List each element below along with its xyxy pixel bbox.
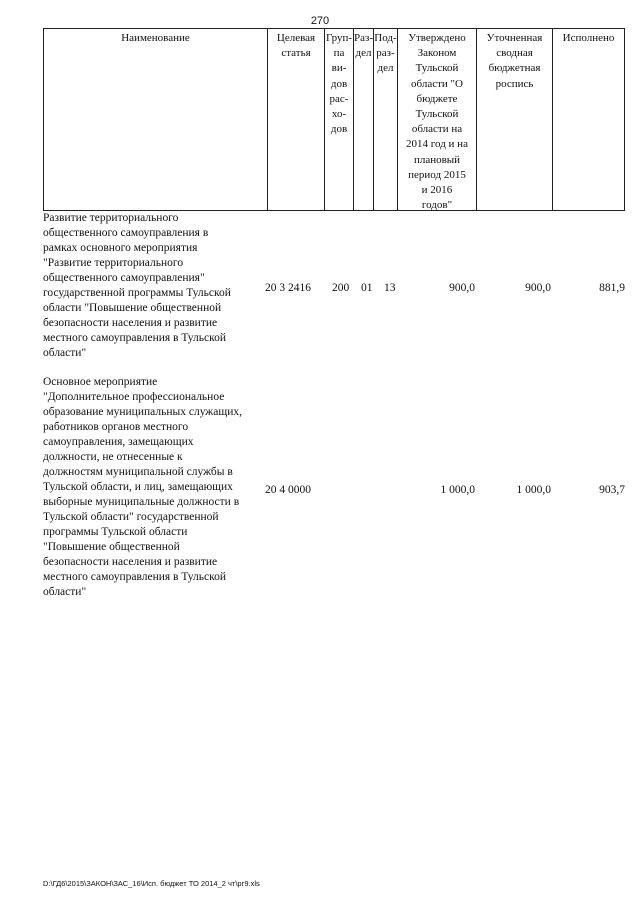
header-target-article: Целевая статья: [268, 29, 325, 210]
row-subsection: 13: [384, 282, 396, 294]
header-section: Раз- дел: [354, 29, 374, 210]
row-approved: 900,0: [449, 282, 475, 294]
header-approved: Утверждено Законом Тульской области "О бюджете Тульской области на 2014 год и на плановый период 2015 и 2016 годов": [398, 29, 477, 210]
row-refined: 1 000,0: [516, 484, 551, 496]
table-row: [43, 375, 625, 605]
budget-table: [43, 28, 625, 598]
row-target-article: 20 4 0000: [265, 484, 311, 496]
table-header: [43, 28, 625, 211]
row-approved: 1 000,0: [440, 484, 475, 496]
row-expense-group: 200: [332, 282, 350, 294]
file-path-footer: D:\ГД6\2015\ЗАКОН\ЗАС_16\Исп. бюджет ТО 2014_2 чт\рг9.xls: [43, 879, 260, 888]
row-section: 01: [361, 282, 373, 294]
page-number: 270: [310, 15, 330, 27]
header-name: Наименование: [43, 29, 268, 210]
header-subsection: Под- раз- дел: [374, 29, 398, 210]
header-executed: Исполнено: [553, 29, 625, 210]
row-name: Основное мероприятие "Дополнительное профессиональное образование муниципальных служащих, работников органов местного самоуправления, замещающих должности, не отнесенные к должностям муниципальной службы в Тульской области, и лиц, замещающих выборные муниципальные должности в Тульской области" государственной программы Тульской области "Повышение общественной безопасности населения и развитие местного самоуправления в Тульской области": [43, 376, 242, 598]
header-expense-group: Груп- па ви- дов рас- хо- дов: [325, 29, 354, 210]
row-executed: 881,9: [599, 282, 625, 294]
table-row: [43, 211, 625, 361]
row-refined: 900,0: [525, 282, 551, 294]
row-name: Развитие территориального общественного самоуправления в рамках основного мероприятия "Развитие территориального общественного самоуправления" государственной программы Тульской области "Повышение общественной безопасности населения и развитие местного самоуправления в Тульской области": [43, 212, 231, 359]
header-refined: Уточненная сводная бюджетная роспись: [477, 29, 553, 210]
row-executed: 903,7: [599, 484, 625, 496]
row-target-article: 20 3 2416: [265, 282, 311, 294]
